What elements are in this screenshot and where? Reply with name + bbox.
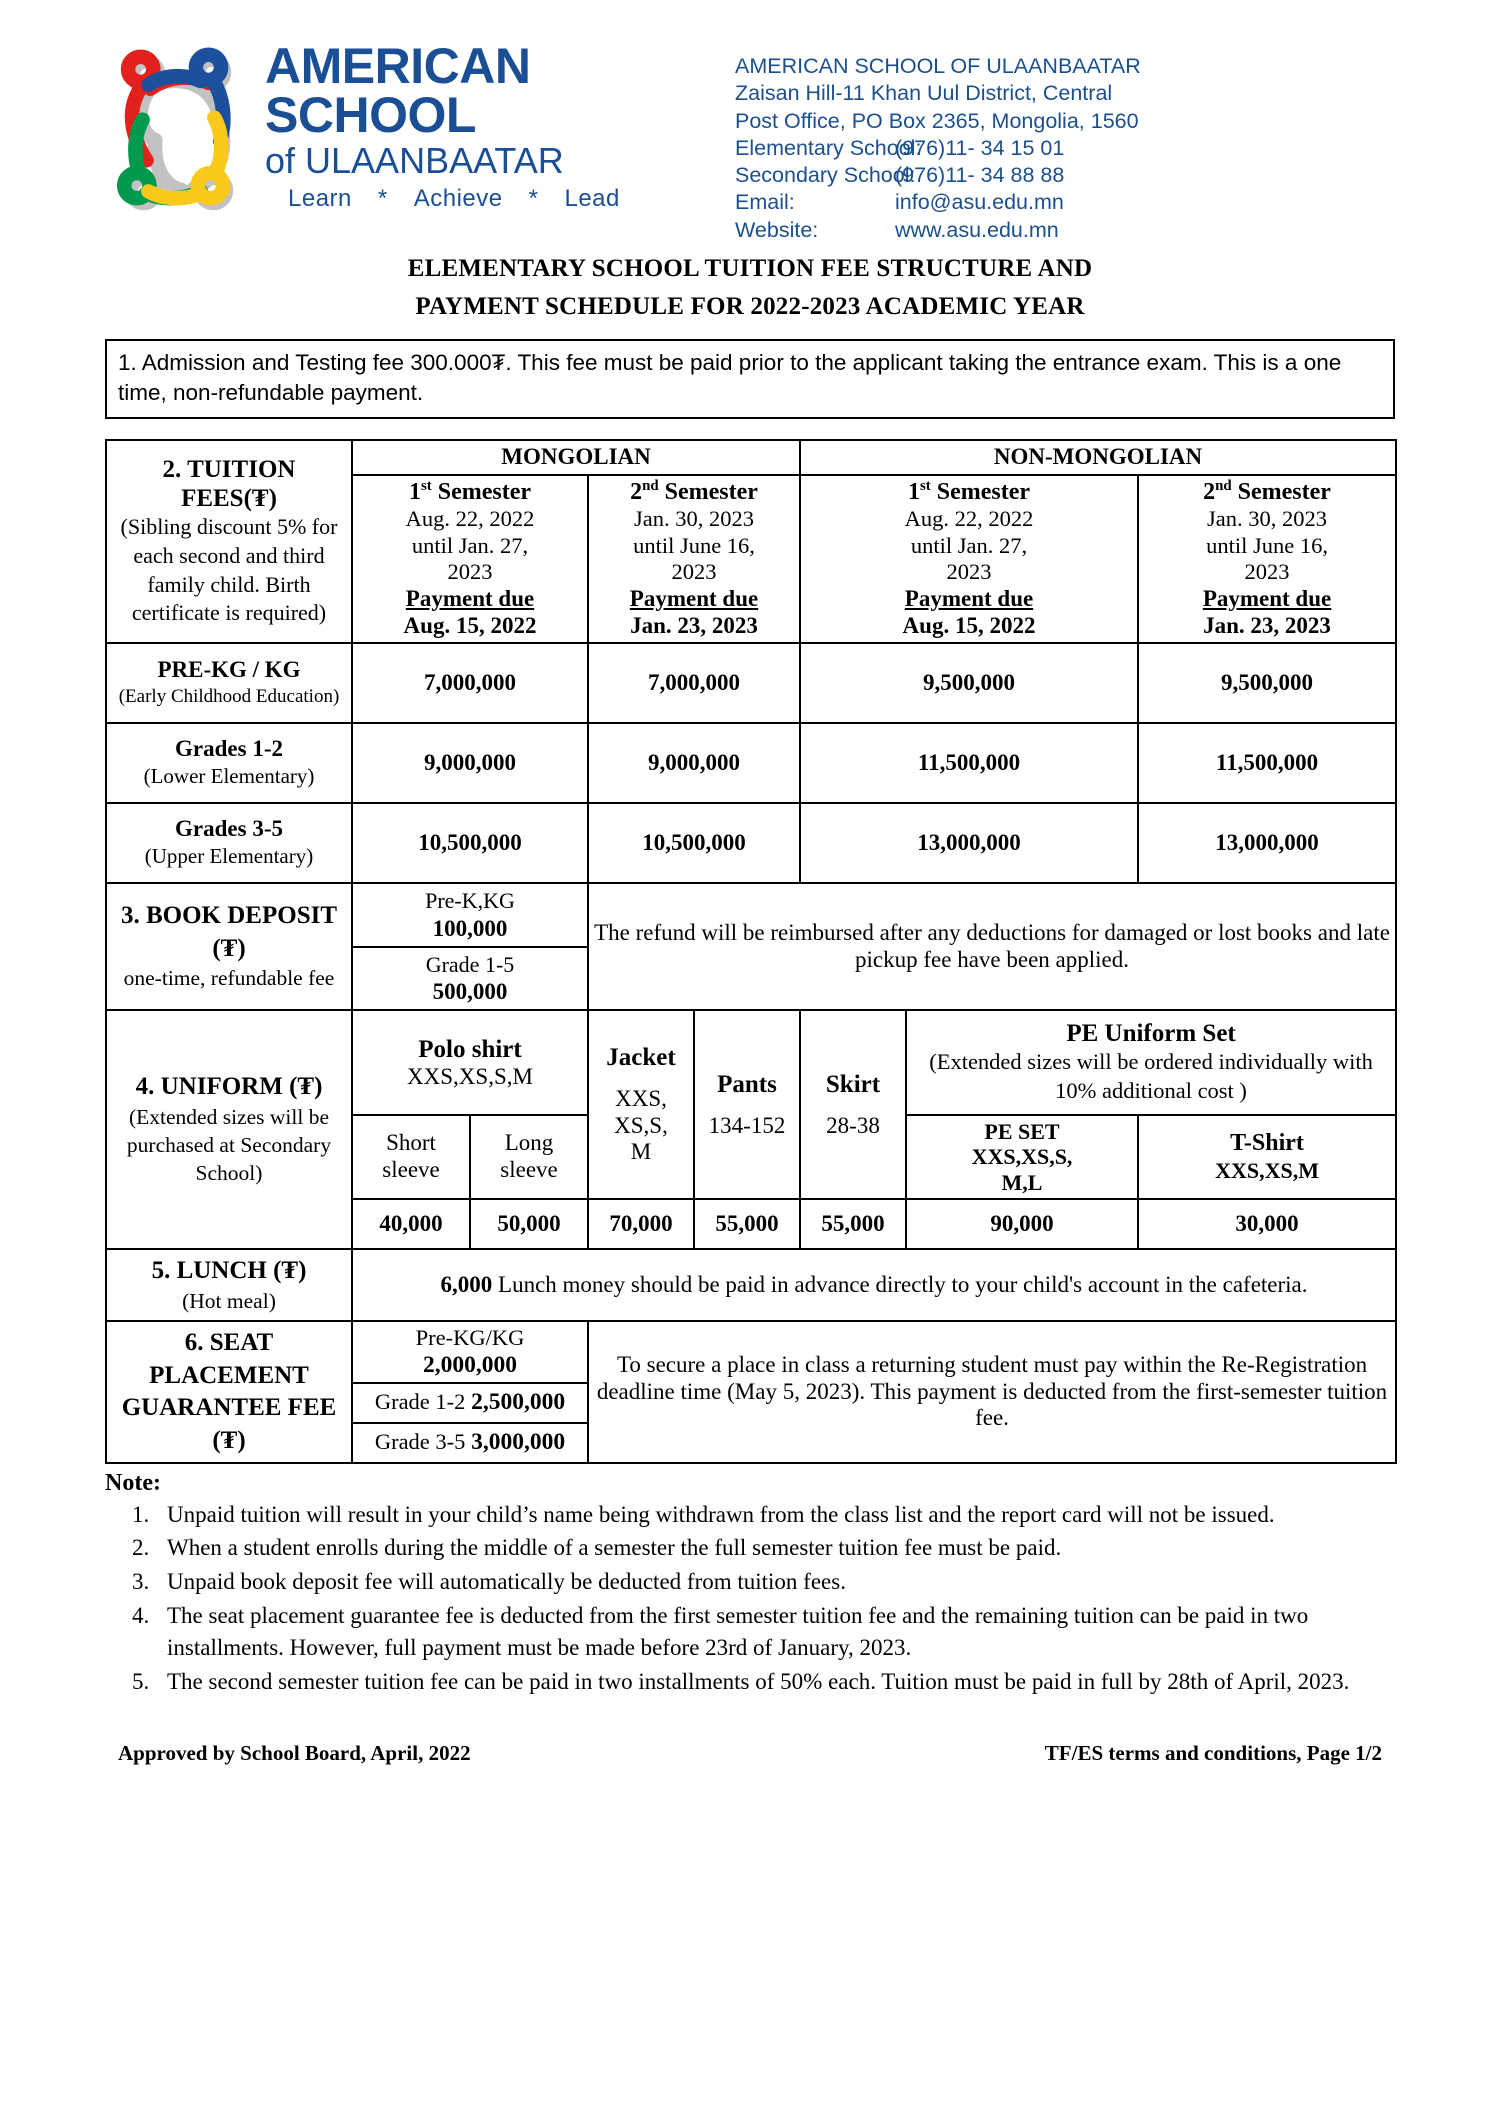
lunch-note: (Hot meal) [182,1288,276,1313]
logo-line-american: AMERICAN [265,38,531,94]
amount-grades-1-2-mn-sem2: 9,000,000 [588,723,800,803]
date-line-2: until Jan. 27, [910,532,1028,558]
seat-placement-tier-2 [352,1383,588,1423]
seat-placement-title-line-3: (₮) [212,1426,246,1454]
contact-school-name: AMERICAN SCHOOL OF ULAANBAATAR [735,54,1141,78]
grade-name: Grades 3-5 [175,815,283,841]
footer-page-info: TF/ES terms and conditions, Page 1/2 [1044,1740,1382,1765]
polo-shirt-sizes: XXS,XS,S,M [407,1063,533,1089]
price-polo-long: 50,000 [470,1199,588,1249]
seat-placement-title-line-1: 6. SEAT PLACEMENT [149,1329,309,1389]
list-item: 1. Unpaid tuition will result in your child’s name being withdrawn from the class list and the report card will not be issued. [155,1499,1395,1532]
semester-col-nm-2 [1138,475,1396,644]
footer-approval: Approved by School Board, April, 2022 [118,1740,471,1765]
lunch-section-cell [106,1249,352,1321]
page-title-line-1: ELEMENTARY SCHOOL TUITION FEE STRUCTURE AND [407,255,1093,282]
price-jacket: 70,000 [588,1199,694,1249]
amount-grades-3-5-mn-sem1: 10,500,000 [352,803,588,883]
fee-structure-table [105,439,1397,1464]
pe-set-sizes-line-2: M,L [1001,1169,1043,1195]
amount-grades-1-2-mn-sem1: 9,000,000 [352,723,588,803]
amount-pre-kg-mn-sem2: 7,000,000 [588,643,800,723]
logo-line-of-ulaanbaatar: of ULAANBAATAR [265,140,564,181]
date-line-2: until June 16, [1206,532,1328,558]
notes-section [105,1470,1395,1699]
uniform-polo-long-sleeve [470,1115,588,1200]
tuition-group-header-row [106,440,1396,475]
list-item: 3. Unpaid book deposit fee will automatically be deducted from tuition fees. [155,1566,1395,1599]
grade-label-grades-1-2 [106,723,352,803]
uniform-skirt-header [800,1010,906,1200]
seat-tier-3-label: Grade 3-5 [374,1429,466,1455]
group-header-mongolian: MONGOLIAN [352,440,800,475]
pe-set-sizes-line-1: XXS,XS,S, [971,1144,1073,1170]
tagline-learn: Learn [288,185,352,213]
amount-grades-1-2-nm-sem2: 11,500,000 [1138,723,1396,803]
uniform-jacket-header [588,1010,694,1200]
grade-sub: (Upper Elementary) [144,844,314,869]
notes-heading: Note: [105,1469,161,1496]
secondary-phone-value: (976)11- 34 88 88 [895,163,1065,188]
tuition-section-note: (Sibling discount 5% for each second and third family child. Birth certificate is required) [120,514,338,626]
page-title [200,250,1300,325]
group-header-non-mongolian: NON-MONGOLIAN [800,440,1396,475]
elementary-phone-label: Elementary School: [735,135,922,160]
date-line-3: 2023 [946,559,992,585]
seat-tier-3-amount: 3,000,000 [471,1429,566,1456]
date-line-2: until Jan. 27, [411,532,529,558]
semester-dates-mn-2 [594,506,794,586]
seat-tier-2-amount: 2,500,000 [471,1389,566,1416]
payment-due-date-nm-1: Aug. 15, 2022 [902,612,1036,638]
uniform-section-cell [106,1010,352,1250]
price-pants: 55,000 [694,1199,800,1249]
contact-elementary-phone-row [735,135,1141,162]
book-deposit-tier-1-label: Pre-K,KG [425,888,515,914]
price-skirt: 55,000 [800,1199,906,1249]
polo-short-sleeve-line-1: Short [386,1130,436,1156]
amount-grades-3-5-mn-sem2: 10,500,000 [588,803,800,883]
lunch-description-cell [352,1249,1396,1321]
uniform-title: 4. UNIFORM (₮) [135,1073,323,1101]
jacket-sizes-line-1: XXS, [615,1086,667,1112]
book-deposit-currency: (₮) [212,934,246,962]
book-deposit-title: 3. BOOK DEPOSIT [120,902,337,930]
date-line-3: 2023 [671,559,717,585]
document-header [0,0,1500,250]
secondary-phone-label: Secondary School: [735,163,916,188]
skirt-sizes: 28-38 [826,1112,880,1138]
semester-label-mn-2 [594,479,794,507]
admission-fee-notice: 1. Admission and Testing fee 300.000₮. This fee must be paid prior to the applicant taking the entrance exam. This is a one time, non-refundable payment. [105,339,1395,419]
book-deposit-tier-1 [352,883,588,946]
semester-col-nm-1 [800,475,1138,644]
polo-long-sleeve-line-1: Long [504,1130,554,1156]
seat-tier-2-label: Grade 1-2 [374,1389,466,1415]
website-value[interactable]: www.asu.edu.mn [895,217,1059,242]
seat-tier-1-amount: 2,000,000 [423,1351,517,1378]
date-line-3: 2023 [447,559,493,585]
price-polo-short: 40,000 [352,1199,470,1249]
grade-name: Grades 1-2 [175,735,283,761]
date-line-2: until June 16, [633,532,755,558]
table-row [106,803,1396,883]
sem-word: Semester [664,478,758,505]
contact-secondary-phone-row [735,162,1141,189]
book-deposit-tier-2 [352,947,588,1010]
notes-list [105,1499,1395,1699]
pants-name: Pants [717,1070,777,1098]
semester-col-mn-2 [588,475,800,644]
asu-logo-mark-icon [100,38,255,213]
semester-dates-nm-2 [1144,506,1390,586]
sem-num: 1 [907,478,920,505]
website-label: Website: [735,217,819,242]
sem-num: 2 [630,478,643,505]
date-line-3: 2023 [1244,559,1290,585]
semester-label-mn-1 [358,479,582,507]
grade-label-pre-kg [106,643,352,723]
contact-address-line-2: Post Office, PO Box 2365, Mongolia, 1560 [735,108,1139,133]
price-tshirt: 30,000 [1138,1199,1396,1249]
contact-address-line-1: Zaisan Hill-11 Khan Uul District, Central [735,81,1113,106]
jacket-name: Jacket [606,1044,676,1072]
email-value[interactable]: info@asu.edu.mn [895,190,1064,215]
payment-due-date-mn-2: Jan. 23, 2023 [630,612,758,638]
skirt-name: Skirt [825,1070,881,1098]
uniform-header-row [106,1010,1396,1115]
amount-pre-kg-mn-sem1: 7,000,000 [352,643,588,723]
sem-word: Semester [936,478,1031,505]
email-label: Email: [735,190,795,215]
amount-grades-3-5-nm-sem1: 13,000,000 [800,803,1138,883]
seat-placement-description: To secure a place in class a returning student must pay within the Re-Registration deadline time (May 5, 2023). This payment is deducted from the first-semester tuition fee. [588,1321,1396,1462]
seat-placement-section-cell [106,1321,352,1462]
polo-long-sleeve-line-2: sleeve [500,1157,558,1183]
uniform-tshirt-header [1138,1115,1396,1200]
book-deposit-section-cell [106,883,352,1010]
lunch-description: Lunch money should be paid in advance directly to your child's account in the cafeteria. [498,1272,1308,1298]
sem-sup: nd [642,477,659,494]
tagline-achieve: Achieve [413,185,503,213]
seat-placement-title-line-2: GUARANTEE FEE [121,1394,337,1422]
payment-due-label-mn-1: Payment due [405,585,535,611]
grade-sub: (Lower Elementary) [143,764,315,789]
sem-sup: nd [1215,477,1232,494]
tagline-sep-1: * [377,185,388,213]
uniform-pants-header [694,1010,800,1200]
page-title-line-2: PAYMENT SCHEDULE FOR 2022-2023 ACADEMIC YEAR [415,292,1085,320]
sem-sup: st [919,477,931,494]
sem-num: 2 [1203,478,1216,505]
sem-num: 1 [408,478,421,505]
school-logo [100,28,720,213]
semester-col-mn-1 [352,475,588,644]
date-line-1: Jan. 30, 2023 [1207,506,1328,532]
seat-placement-tier-3 [352,1423,588,1463]
semester-label-nm-1 [806,479,1132,507]
uniform-polo-short-sleeve [352,1115,470,1200]
book-deposit-row-1 [106,883,1396,946]
book-deposit-description: The refund will be reimbursed after any deductions for damaged or lost books and late pickup fee have been applied. [588,883,1396,1010]
lunch-row [106,1249,1396,1321]
book-deposit-tier-1-amount: 100,000 [432,915,508,941]
list-item: 4. The seat placement guarantee fee is deducted from the first semester tuition fee and the remaining tuition can be paid in two installments. However, full payment must be made before 23rd of January, 2023. [155,1600,1395,1665]
seat-placement-row-1 [106,1321,1396,1382]
date-line-1: Aug. 22, 2022 [904,506,1034,532]
uniform-pe-header [906,1010,1396,1115]
pe-uniform-set-title: PE Uniform Set [1066,1020,1236,1048]
pe-set-name: PE SET [984,1118,1060,1144]
elementary-phone-value: (976)11- 34 15 01 [895,135,1065,160]
uniform-pe-set-header [906,1115,1138,1200]
tagline-lead: Lead [564,185,620,213]
grade-name: PRE-KG / KG [157,657,301,683]
list-item: 2. When a student enrolls during the middle of a semester the full semester tuition fee must be paid. [155,1532,1395,1565]
payment-due-label-nm-1: Payment due [904,585,1034,611]
lunch-amount: 6,000 [440,1272,493,1298]
book-deposit-tier-2-label: Grade 1-5 [425,951,515,977]
list-item: 5. The second semester tuition fee can be paid in two installments of 50% each. Tuition must be paid in full by 28th of April, 2023. [155,1666,1395,1699]
date-line-1: Aug. 22, 2022 [405,506,535,532]
uniform-polo-header [352,1010,588,1115]
tuition-section-cell [106,440,352,643]
payment-due-date-nm-2: Jan. 23, 2023 [1203,612,1331,638]
sem-word: Semester [1237,478,1331,505]
contact-email-row [735,189,1141,216]
amount-pre-kg-nm-sem1: 9,500,000 [800,643,1138,723]
payment-due-label-mn-2: Payment due [629,585,759,611]
amount-grades-3-5-nm-sem2: 13,000,000 [1138,803,1396,883]
logo-tagline [275,185,633,213]
document-footer [118,1741,1382,1766]
logo-line-school: SCHOOL [265,87,476,143]
date-line-1: Jan. 30, 2023 [634,506,754,532]
payment-due-label-nm-2: Payment due [1202,585,1332,611]
tshirt-name: T-Shirt [1230,1130,1304,1157]
table-row [106,723,1396,803]
jacket-sizes-line-2: XS,S, [614,1112,668,1138]
semester-dates-nm-1 [806,506,1132,586]
tuition-section-title: 2. TUITION FEES(₮) [162,456,296,513]
seat-placement-tier-1 [352,1321,588,1382]
jacket-sizes-line-3: M [630,1139,652,1165]
sem-word: Semester [437,478,532,505]
amount-pre-kg-nm-sem2: 9,500,000 [1138,643,1396,723]
polo-shirt-name: Polo shirt [418,1035,522,1063]
payment-due-date-mn-1: Aug. 15, 2022 [403,612,537,638]
grade-label-grades-3-5 [106,803,352,883]
tshirt-sizes: XXS,XS,M [1215,1158,1319,1184]
book-deposit-tier-2-amount: 500,000 [432,979,508,1005]
semester-label-nm-2 [1144,479,1390,507]
pe-uniform-set-note: (Extended sizes will be ordered individually with 10% additional cost ) [929,1049,1373,1103]
tagline-sep-2: * [528,185,539,213]
amount-grades-1-2-nm-sem1: 11,500,000 [800,723,1138,803]
uniform-note: (Extended sizes will be purchased at Secondary School) [126,1104,332,1185]
book-deposit-note: one-time, refundable fee [123,966,335,991]
table-row [106,643,1396,723]
semester-dates-mn-1 [358,506,582,586]
grade-sub: (Early Childhood Education) [118,685,340,707]
lunch-title: 5. LUNCH (₮) [151,1257,307,1285]
jacket-sizes [594,1086,688,1166]
polo-short-sleeve-line-2: sleeve [382,1157,440,1183]
contact-website-row [735,217,1141,244]
contact-block [735,28,1141,244]
seat-tier-1-label: Pre-KG/KG [415,1325,525,1351]
price-pe-set: 90,000 [906,1199,1138,1249]
sem-sup: st [420,477,432,494]
pants-sizes: 134-152 [708,1112,786,1138]
